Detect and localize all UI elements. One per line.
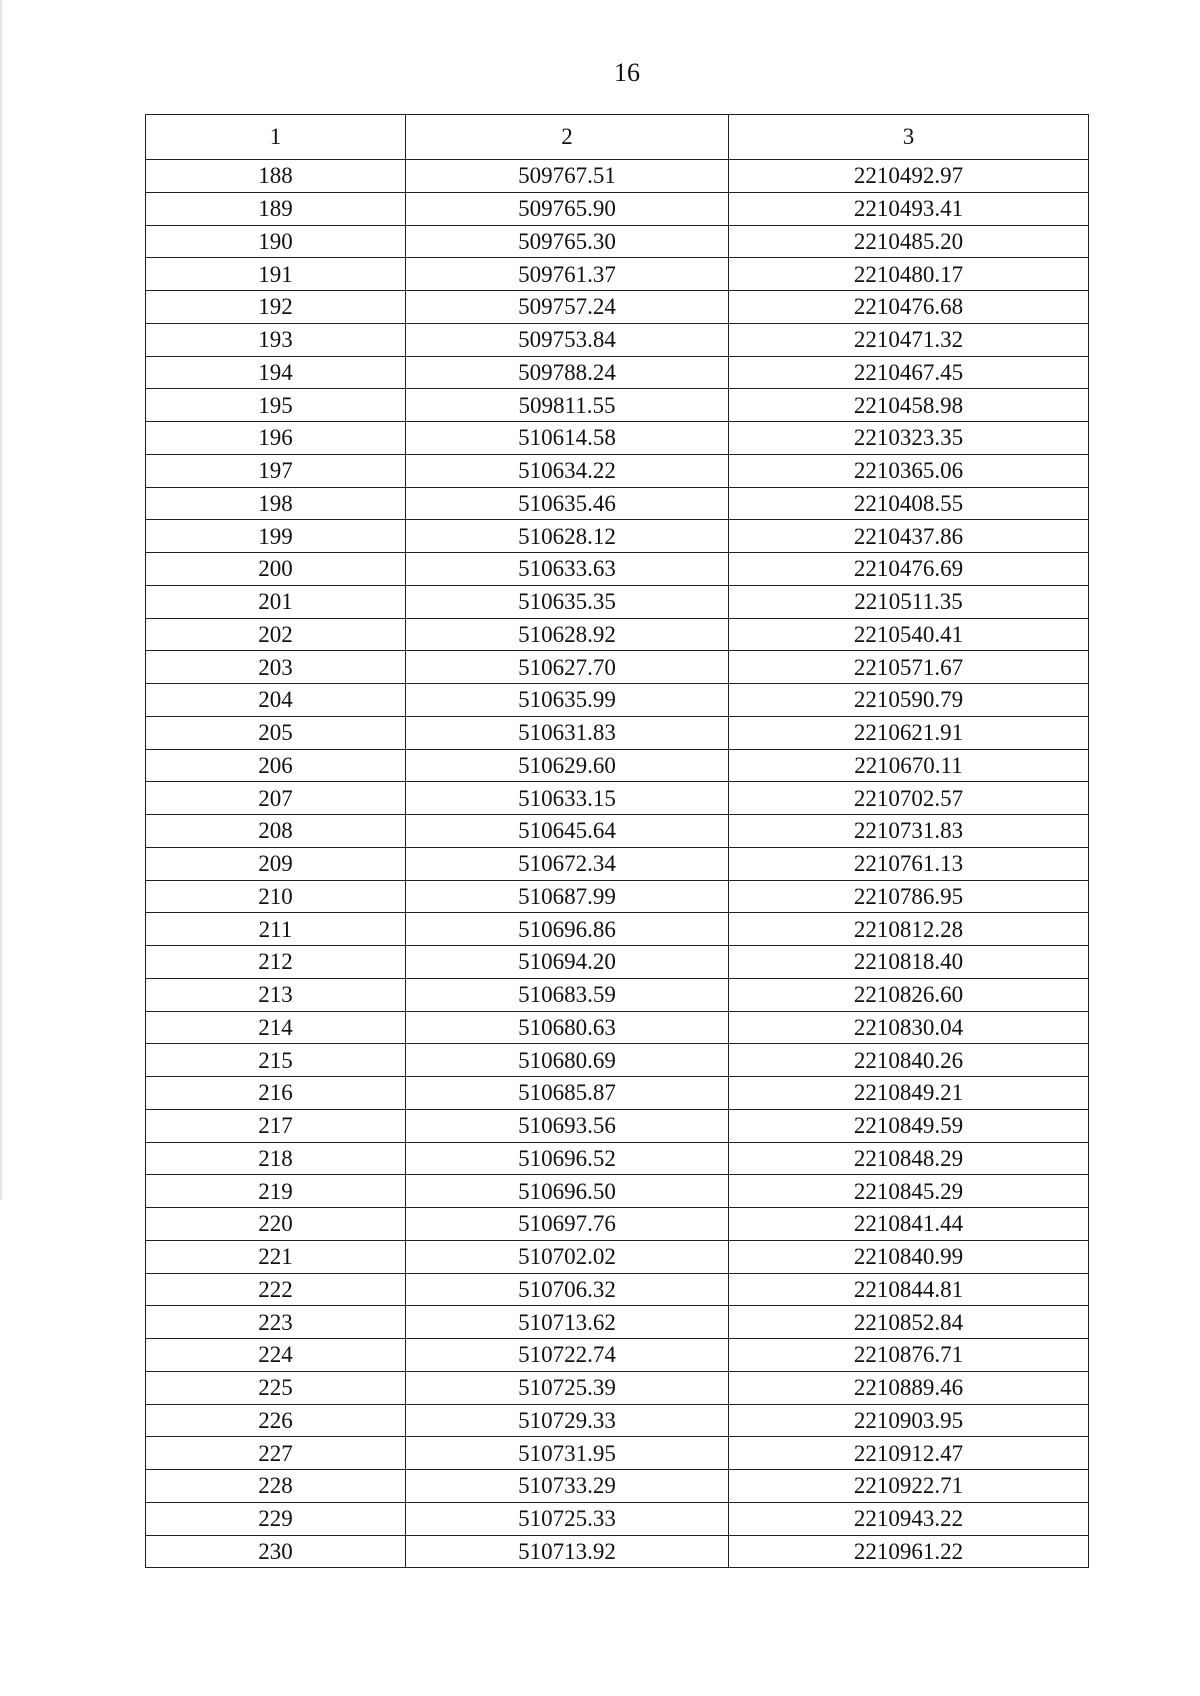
y-coordinate-cell: 2210761.13 — [729, 847, 1089, 880]
point-number-cell: 200 — [146, 553, 406, 586]
point-number-cell: 188 — [146, 160, 406, 193]
x-coordinate-cell: 510628.92 — [406, 618, 729, 651]
y-coordinate-cell: 2210621.91 — [729, 716, 1089, 749]
x-coordinate-cell: 510694.20 — [406, 946, 729, 979]
column-header-1: 1 — [146, 115, 406, 160]
x-coordinate-cell: 510614.58 — [406, 422, 729, 455]
table-row — [146, 1371, 1089, 1404]
x-coordinate-cell: 510729.33 — [406, 1404, 729, 1437]
point-number-cell: 189 — [146, 192, 406, 225]
table-row — [146, 749, 1089, 782]
y-coordinate-cell: 2210540.41 — [729, 618, 1089, 651]
x-coordinate-cell: 509765.90 — [406, 192, 729, 225]
point-number-cell: 213 — [146, 978, 406, 1011]
point-number-cell: 227 — [146, 1437, 406, 1470]
y-coordinate-cell: 2210437.86 — [729, 520, 1089, 553]
point-number-cell: 215 — [146, 1044, 406, 1077]
table-row — [146, 1109, 1089, 1142]
y-coordinate-cell: 2210408.55 — [729, 487, 1089, 520]
table-row — [146, 1077, 1089, 1110]
y-coordinate-cell: 2210841.44 — [729, 1208, 1089, 1241]
y-coordinate-cell: 2210889.46 — [729, 1371, 1089, 1404]
x-coordinate-cell: 509765.30 — [406, 225, 729, 258]
x-coordinate-cell: 510672.34 — [406, 847, 729, 880]
x-coordinate-cell: 510697.76 — [406, 1208, 729, 1241]
table-row — [146, 913, 1089, 946]
table-row — [146, 356, 1089, 389]
x-coordinate-cell: 510713.92 — [406, 1535, 729, 1568]
table-row — [146, 1208, 1089, 1241]
table-row — [146, 1011, 1089, 1044]
x-coordinate-cell: 510702.02 — [406, 1240, 729, 1273]
x-coordinate-cell: 510683.59 — [406, 978, 729, 1011]
x-coordinate-cell: 510634.22 — [406, 454, 729, 487]
table-row — [146, 1306, 1089, 1339]
y-coordinate-cell: 2210876.71 — [729, 1339, 1089, 1372]
point-number-cell: 211 — [146, 913, 406, 946]
y-coordinate-cell: 2210812.28 — [729, 913, 1089, 946]
point-number-cell: 203 — [146, 651, 406, 684]
point-number-cell: 212 — [146, 946, 406, 979]
point-number-cell: 208 — [146, 815, 406, 848]
x-coordinate-cell: 510696.86 — [406, 913, 729, 946]
y-coordinate-cell: 2210731.83 — [729, 815, 1089, 848]
point-number-cell: 196 — [146, 422, 406, 455]
point-number-cell: 222 — [146, 1273, 406, 1306]
point-number-cell: 207 — [146, 782, 406, 815]
x-coordinate-cell: 509761.37 — [406, 258, 729, 291]
point-number-cell: 214 — [146, 1011, 406, 1044]
y-coordinate-cell: 2210818.40 — [729, 946, 1089, 979]
x-coordinate-cell: 510680.63 — [406, 1011, 729, 1044]
y-coordinate-cell: 2210476.68 — [729, 291, 1089, 324]
y-coordinate-cell: 2210590.79 — [729, 684, 1089, 717]
y-coordinate-cell: 2210323.35 — [729, 422, 1089, 455]
y-coordinate-cell: 2210849.59 — [729, 1109, 1089, 1142]
y-coordinate-cell: 2210922.71 — [729, 1470, 1089, 1503]
table-row — [146, 192, 1089, 225]
table-body — [146, 160, 1089, 1568]
x-coordinate-cell: 510722.74 — [406, 1339, 729, 1372]
table-row — [146, 1175, 1089, 1208]
y-coordinate-cell: 2210471.32 — [729, 323, 1089, 356]
table-row — [146, 160, 1089, 193]
y-coordinate-cell: 2210852.84 — [729, 1306, 1089, 1339]
x-coordinate-cell: 510680.69 — [406, 1044, 729, 1077]
x-coordinate-cell: 510628.12 — [406, 520, 729, 553]
x-coordinate-cell: 510696.52 — [406, 1142, 729, 1175]
x-coordinate-cell: 509757.24 — [406, 291, 729, 324]
y-coordinate-cell: 2210826.60 — [729, 978, 1089, 1011]
table-header — [146, 115, 1089, 160]
table-row — [146, 258, 1089, 291]
x-coordinate-cell: 510627.70 — [406, 651, 729, 684]
table-row — [146, 618, 1089, 651]
point-number-cell: 197 — [146, 454, 406, 487]
point-number-cell: 198 — [146, 487, 406, 520]
table-row — [146, 1437, 1089, 1470]
point-number-cell: 217 — [146, 1109, 406, 1142]
column-header-2: 2 — [406, 115, 729, 160]
point-number-cell: 229 — [146, 1502, 406, 1535]
table-row — [146, 880, 1089, 913]
point-number-cell: 202 — [146, 618, 406, 651]
x-coordinate-cell: 510713.62 — [406, 1306, 729, 1339]
y-coordinate-cell: 2210845.29 — [729, 1175, 1089, 1208]
table-row — [146, 454, 1089, 487]
y-coordinate-cell: 2210485.20 — [729, 225, 1089, 258]
point-number-cell: 226 — [146, 1404, 406, 1437]
point-number-cell: 223 — [146, 1306, 406, 1339]
point-number-cell: 225 — [146, 1371, 406, 1404]
point-number-cell: 220 — [146, 1208, 406, 1241]
table-row — [146, 291, 1089, 324]
x-coordinate-cell: 509753.84 — [406, 323, 729, 356]
page-number: 16 — [614, 58, 640, 87]
point-number-cell: 230 — [146, 1535, 406, 1568]
table-row — [146, 487, 1089, 520]
point-number-cell: 194 — [146, 356, 406, 389]
coordinates-table — [145, 114, 1089, 1568]
y-coordinate-cell: 2210476.69 — [729, 553, 1089, 586]
y-coordinate-cell: 2210844.81 — [729, 1273, 1089, 1306]
x-coordinate-cell: 510629.60 — [406, 749, 729, 782]
point-number-cell: 206 — [146, 749, 406, 782]
point-number-cell: 190 — [146, 225, 406, 258]
x-coordinate-cell: 509788.24 — [406, 356, 729, 389]
y-coordinate-cell: 2210830.04 — [729, 1011, 1089, 1044]
y-coordinate-cell: 2210903.95 — [729, 1404, 1089, 1437]
y-coordinate-cell: 2210480.17 — [729, 258, 1089, 291]
table-row — [146, 225, 1089, 258]
x-coordinate-cell: 510706.32 — [406, 1273, 729, 1306]
y-coordinate-cell: 2210467.45 — [729, 356, 1089, 389]
point-number-cell: 205 — [146, 716, 406, 749]
x-coordinate-cell: 510687.99 — [406, 880, 729, 913]
header-row — [146, 115, 1089, 160]
point-number-cell: 204 — [146, 684, 406, 717]
table-row — [146, 1044, 1089, 1077]
point-number-cell: 228 — [146, 1470, 406, 1503]
table-row — [146, 684, 1089, 717]
y-coordinate-cell: 2210571.67 — [729, 651, 1089, 684]
table-row — [146, 1273, 1089, 1306]
table-row — [146, 847, 1089, 880]
table-row — [146, 815, 1089, 848]
y-coordinate-cell: 2210365.06 — [729, 454, 1089, 487]
table-row — [146, 553, 1089, 586]
table-row — [146, 978, 1089, 1011]
table-row — [146, 323, 1089, 356]
point-number-cell: 201 — [146, 585, 406, 618]
point-number-cell: 216 — [146, 1077, 406, 1110]
scan-edge — [0, 0, 2, 1200]
x-coordinate-cell: 510731.95 — [406, 1437, 729, 1470]
point-number-cell: 195 — [146, 389, 406, 422]
y-coordinate-cell: 2210849.21 — [729, 1077, 1089, 1110]
x-coordinate-cell: 510633.15 — [406, 782, 729, 815]
point-number-cell: 193 — [146, 323, 406, 356]
y-coordinate-cell: 2210702.57 — [729, 782, 1089, 815]
y-coordinate-cell: 2210840.99 — [729, 1240, 1089, 1273]
y-coordinate-cell: 2210786.95 — [729, 880, 1089, 913]
table-row — [146, 422, 1089, 455]
column-header-3: 3 — [729, 115, 1089, 160]
table-row — [146, 651, 1089, 684]
x-coordinate-cell: 510733.29 — [406, 1470, 729, 1503]
x-coordinate-cell: 509811.55 — [406, 389, 729, 422]
table-row — [146, 585, 1089, 618]
x-coordinate-cell: 510631.83 — [406, 716, 729, 749]
point-number-cell: 192 — [146, 291, 406, 324]
table-row — [146, 1535, 1089, 1568]
table-row — [146, 1142, 1089, 1175]
y-coordinate-cell: 2210912.47 — [729, 1437, 1089, 1470]
x-coordinate-cell: 510635.46 — [406, 487, 729, 520]
y-coordinate-cell: 2210943.22 — [729, 1502, 1089, 1535]
point-number-cell: 221 — [146, 1240, 406, 1273]
point-number-cell: 191 — [146, 258, 406, 291]
point-number-cell: 224 — [146, 1339, 406, 1372]
y-coordinate-cell: 2210670.11 — [729, 749, 1089, 782]
point-number-cell: 210 — [146, 880, 406, 913]
x-coordinate-cell: 510633.63 — [406, 553, 729, 586]
y-coordinate-cell: 2210840.26 — [729, 1044, 1089, 1077]
table-row — [146, 1404, 1089, 1437]
table-row — [146, 716, 1089, 749]
y-coordinate-cell: 2210848.29 — [729, 1142, 1089, 1175]
y-coordinate-cell: 2210492.97 — [729, 160, 1089, 193]
table-row — [146, 520, 1089, 553]
x-coordinate-cell: 510725.33 — [406, 1502, 729, 1535]
x-coordinate-cell: 510725.39 — [406, 1371, 729, 1404]
table-row — [146, 782, 1089, 815]
table-row — [146, 1339, 1089, 1372]
table-row — [146, 946, 1089, 979]
table-row — [146, 389, 1089, 422]
y-coordinate-cell: 2210458.98 — [729, 389, 1089, 422]
x-coordinate-cell: 510635.35 — [406, 585, 729, 618]
x-coordinate-cell: 510693.56 — [406, 1109, 729, 1142]
y-coordinate-cell: 2210493.41 — [729, 192, 1089, 225]
table-row — [146, 1470, 1089, 1503]
x-coordinate-cell: 510696.50 — [406, 1175, 729, 1208]
point-number-cell: 199 — [146, 520, 406, 553]
table-row — [146, 1240, 1089, 1273]
x-coordinate-cell: 510635.99 — [406, 684, 729, 717]
point-number-cell: 218 — [146, 1142, 406, 1175]
x-coordinate-cell: 510685.87 — [406, 1077, 729, 1110]
x-coordinate-cell: 509767.51 — [406, 160, 729, 193]
y-coordinate-cell: 2210511.35 — [729, 585, 1089, 618]
point-number-cell: 209 — [146, 847, 406, 880]
table-row — [146, 1502, 1089, 1535]
x-coordinate-cell: 510645.64 — [406, 815, 729, 848]
point-number-cell: 219 — [146, 1175, 406, 1208]
y-coordinate-cell: 2210961.22 — [729, 1535, 1089, 1568]
